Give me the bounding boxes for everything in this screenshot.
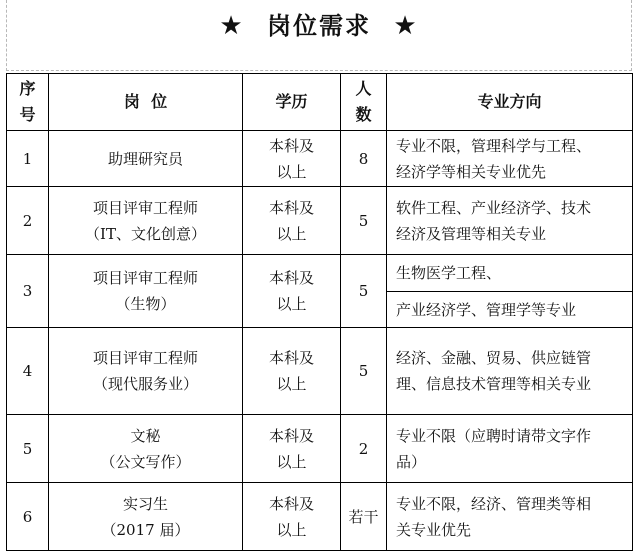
header-position: 岗 位: [49, 74, 243, 131]
row-no: 3: [7, 255, 49, 328]
table-row: [7, 255, 633, 292]
row-direction: 专业不限（应聘时请带文字作 品）: [387, 415, 633, 483]
row-position: 项目评审工程师 （生物）: [49, 255, 243, 328]
row-no: 2: [7, 187, 49, 255]
row-position: 实习生 （2017 届）: [49, 483, 243, 551]
page-title-text: 岗位需求: [267, 11, 371, 40]
table-row: [7, 483, 633, 551]
header-headcount: 人 数: [341, 74, 387, 131]
row-headcount: 5: [341, 187, 387, 255]
header-no: 序 号: [7, 74, 49, 131]
row-direction: 生物医学工程、: [387, 255, 633, 292]
row-headcount: 若干: [341, 483, 387, 551]
row-no: 6: [7, 483, 49, 551]
header-education: 学历: [243, 74, 341, 131]
row-education: 本科及 以上: [243, 255, 341, 328]
row-direction: 专业不限，管理科学与工程、 经济学等相关专业优先: [387, 131, 633, 187]
row-no: 1: [7, 131, 49, 187]
positions-table: [6, 73, 633, 551]
row-headcount: 5: [341, 255, 387, 328]
star-icon: ★: [393, 11, 419, 41]
star-icon: ★: [219, 11, 245, 41]
table-header-row: [7, 74, 633, 131]
row-education: 本科及 以上: [243, 483, 341, 551]
row-education: 本科及 以上: [243, 187, 341, 255]
row-direction: 专业不限，经济、管理类等相 关专业优先: [387, 483, 633, 551]
table-row: [7, 187, 633, 255]
row-education: 本科及 以上: [243, 328, 341, 415]
row-headcount: 8: [341, 131, 387, 187]
page-title: [0, 6, 638, 41]
row-headcount: 5: [341, 328, 387, 415]
row-education: 本科及 以上: [243, 415, 341, 483]
row-education: 本科及 以上: [243, 131, 341, 187]
header-direction: 专业方向: [387, 74, 633, 131]
row-direction: 软件工程、产业经济学、技术 经济及管理等相关专业: [387, 187, 633, 255]
row-position: 文秘 （公文写作）: [49, 415, 243, 483]
row-no: 5: [7, 415, 49, 483]
row-no: 4: [7, 328, 49, 415]
table-row: [7, 415, 633, 483]
row-headcount: 2: [341, 415, 387, 483]
row-direction: 产业经济学、管理学等专业: [387, 292, 633, 328]
row-position: 项目评审工程师 （现代服务业）: [49, 328, 243, 415]
row-direction: 经济、金融、贸易、供应链管 理、信息技术管理等相关专业: [387, 328, 633, 415]
table-row: [7, 131, 633, 187]
row-position: 助理研究员: [49, 131, 243, 187]
row-position: 项目评审工程师 （IT、文化创意）: [49, 187, 243, 255]
table-row: [7, 328, 633, 415]
